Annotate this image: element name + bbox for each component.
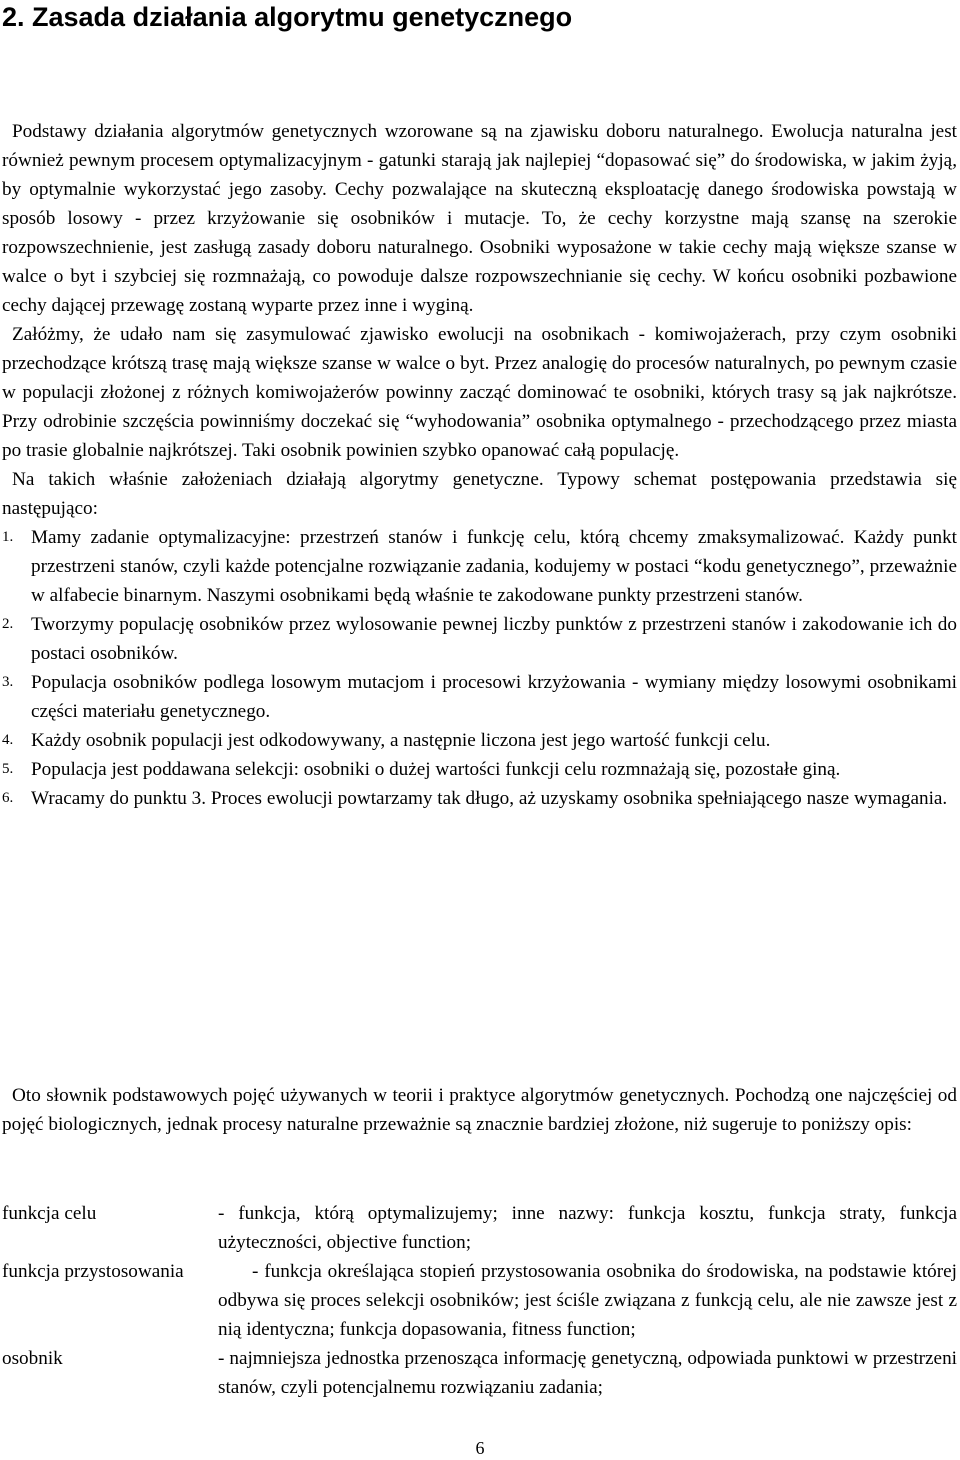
section-heading: 2. Zasada działania algorytmu genetycznego <box>2 2 573 32</box>
list-number: 4. <box>2 732 14 748</box>
list-item-text: Każdy osobnik populacji jest odkodowywany, a następnie liczona jest jego wartość funkcji celu. <box>31 730 771 751</box>
paragraph-salesman: Załóżmy, że udało nam się zasymulować zjawisko ewolucji na osobnikach - komiwojażerach, przy czym osobniki przechodzące krótszą trasę mają większe szanse w walce o byt. Przez analogię do procesów naturalnych, po pewnym czasie w populacji złożonej z różnych komiwojażerów powinny zacząć dominować te osobniki, których trasy są jak najkrótsze. Przy odrobinie szczęścia powinniśmy doczekać się “wyhodowania” osobnika optymalnego - przechodzącego przez miasta po trasie globalnie najkrótszej. Taki osobnik powinien szybko opanować całą populację. <box>2 324 957 461</box>
glossary-term: osobnik <box>2 1348 63 1369</box>
list-number: 2. <box>2 616 14 632</box>
list-number: 6. <box>2 790 14 806</box>
glossary-definition: - funkcja, którą optymalizujemy; inne nazwy: funkcja kosztu, funkcja straty, funkcja użyteczności, objective function; <box>218 1203 957 1253</box>
list-item <box>2 755 957 784</box>
list-item-text: Tworzymy populację osobników przez wylosowanie pewnej liczby punktów z przestrzeni stanów i zakodowanie ich do postaci osobników. <box>31 614 957 664</box>
algorithm-steps-list <box>2 523 957 813</box>
list-item <box>2 784 957 813</box>
glossary-entry <box>2 1344 957 1402</box>
paragraph-intro: Podstawy działania algorytmów genetycznych wzorowane są na zjawisku doboru naturalnego. Ewolucja naturalna jest również pewnym procesem optymalizacyjnym - gatunki starają jak najlepiej “dopasować się” do środowiska, w jakim żyją, by optymalnie wykorzystać jego zasoby. Cechy pozwalające na skuteczną eksploatację danego środowiska powstają w sposób losowy - przez krzyżowanie się osobników i mutacje. To, że cechy korzystne mają szansę na szerokie rozpowszechnienie, jest zasługą zasady doboru naturalnego. Osobniki wyposażone w takie cechy mają większe szanse w walce o byt i szybciej się rozmnażają, co powoduje dalsze rozpowszechnianie się cechy. W końcu osobniki pozbawione cechy dającej przewagę zostaną wyparte przez inne i wyginą. <box>2 121 957 316</box>
paragraph-glossary-intro: Oto słownik podstawowych pojęć używanych w teorii i praktyce algorytmów genetycznych. Pochodzą one najczęściej od pojęć biologicznych, jednak procesy naturalne przeważnie są znacznie bardziej złożone, niż sugeruje to poniższy opis: <box>2 1085 957 1135</box>
list-item-text: Mamy zadanie optymalizacyjne: przestrzeń stanów i funkcję celu, którą chcemy zmaksymalizować. Każdy punkt przestrzeni stanów, czyli każde potencjalne rozwiązanie zadania, kodujemy w postaci “kodu genetycznego”, przeważnie w alfabecie binarnym. Naszymi osobnikami będą właśnie te zakodowane punkty przestrzeni stanów. <box>31 527 957 606</box>
list-item-text: Populacja osobników podlega losowym mutacjom i procesowi krzyżowania - wymiany między losowymi osobnikami części materiału genetycznego. <box>31 672 957 722</box>
glossary-term: funkcja celu <box>2 1203 97 1224</box>
list-item-text: Wracamy do punktu 3. Proces ewolucji powtarzamy tak długo, aż uzyskamy osobnika spełniającego nasze wymagania. <box>31 788 948 809</box>
main-text <box>2 117 957 813</box>
list-item <box>2 726 957 755</box>
glossary-list <box>2 1199 957 1402</box>
glossary-intro <box>2 1081 957 1139</box>
list-item <box>2 523 957 610</box>
list-number: 1. <box>2 529 14 545</box>
glossary-entry <box>2 1257 957 1344</box>
page-number: 6 <box>475 1438 485 1458</box>
glossary-term: funkcja przystosowania <box>2 1261 184 1282</box>
list-item <box>2 668 957 726</box>
glossary-definition: - funkcja określająca stopień przystosowania osobnika do środowiska, na podstawie której odbywa się proces selekcji osobników; jest ściśle związana z funkcją celu, ale nie zawsze jest z nią identyczna; funkcja dopasowania, fitness function; <box>218 1261 957 1340</box>
list-number: 3. <box>2 674 14 690</box>
list-number: 5. <box>2 761 14 777</box>
list-item-text: Populacja jest poddawana selekcji: osobniki o dużej wartości funkcji celu rozmnażają się, pozostałe giną. <box>31 759 841 780</box>
glossary-entry <box>2 1199 957 1257</box>
glossary-definition: - najmniejsza jednostka przenosząca informację genetyczną, odpowiada punktowi w przestrzeni stanów, czyli potencjalnemu rozwiązaniu zadania; <box>218 1348 957 1398</box>
list-item <box>2 610 957 668</box>
paragraph-scheme-intro: Na takich właśnie założeniach działają algorytmy genetyczne. Typowy schemat postępowania przedstawia się następująco: <box>2 469 957 519</box>
